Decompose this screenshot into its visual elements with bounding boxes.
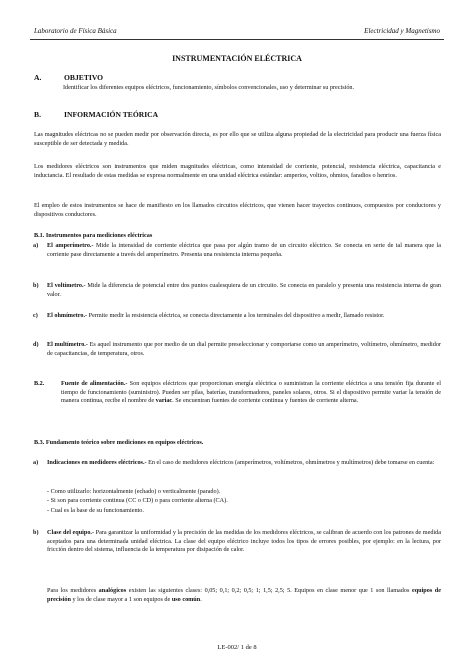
b1-item-c bbox=[33, 312, 441, 321]
theory-paragraph-2: Los medidores eléctricos son instrumentos que miden magnitudes eléctricas, como intensidad de corriente, potencial, resistencia eléctrica, capacitancia e inductancia. El resultado de estas medidas se expresa normalmente en una unidad eléctrica estándar: amperios, voltios, ohmios, faradios o henrios. bbox=[34, 163, 441, 179]
item-text: Para garantizar la uniformidad y la precisión de las medidas de los medidores eléctricos, se calibran de acuerdo con los patrones de medida aceptados para una determinada unidad eléctrica. La clase del equipo eléctrico incluye todos los tipos de errores posibles, por ejemplo: en la lectura, por fricción dentro del sistema, influencia de la temperatura por disipación de calor. bbox=[47, 529, 441, 554]
item-marker: b) bbox=[33, 529, 39, 536]
document-title: INSTRUMENTACIÓN ELÉCTRICA bbox=[172, 54, 302, 63]
b1-item-a bbox=[33, 242, 442, 259]
item-text: Es aquel instrumento que por medio de un dial permite preseleccionar y comportarse como un amperímetro, voltímetro, ohmímetro, medidor de capacitancias, de temperatura, otros. bbox=[47, 341, 441, 357]
b3-a-bullets bbox=[47, 487, 228, 515]
item-term: El amperímetro.- bbox=[47, 242, 94, 249]
section-b-letter: B. bbox=[34, 110, 41, 119]
b2-term: Fuente de alimentación.- bbox=[61, 380, 128, 387]
b3-item-b bbox=[33, 529, 441, 555]
b3-item-a bbox=[33, 459, 441, 468]
b2-text-1: Son equipos eléctricos que proporcionan energía eléctrica o suministran la corriente eléctrica a una tensión fija durante el tiempo de funcionamiento (suministro). Pueden ser pilas, baterías, transformadores, paneles solares, otros. Si el dispositivo permite variar la tensión de manera continua, recibe el nombre de bbox=[61, 380, 441, 405]
variac-term: variac bbox=[155, 397, 173, 405]
item-marker: c) bbox=[33, 312, 38, 319]
section-b-name: INFORMACIÓN TEÓRICA bbox=[64, 110, 159, 119]
list-item: - Cual es la base de su funcionamiento. bbox=[47, 506, 144, 514]
analog-term: analógicos bbox=[98, 587, 127, 594]
header-right: Electricidad y Magnetismo bbox=[364, 27, 440, 35]
b3-heading: B.3. Fundamento teórico sobre mediciones en equipos eléctricos. bbox=[34, 439, 204, 446]
b2-marker: B.2. bbox=[34, 380, 45, 387]
item-term: Indicaciones en medidores eléctricos.- bbox=[47, 459, 147, 466]
list-item: - Como utilizarlo: horizontalmente (echado) o verticalmente (parado). bbox=[47, 488, 221, 495]
item-text: En el caso de medidores eléctricos (amperímetros, voltímetros, ohmímetros y multímetros) debe tomarse en cuenta: bbox=[146, 459, 435, 466]
item-term: El ohmímetro.- bbox=[47, 312, 88, 319]
b1-item-d bbox=[33, 341, 441, 358]
class-text-3: y los de clase mayor a 1 son equipos de bbox=[70, 595, 172, 603]
item-marker: d) bbox=[33, 341, 39, 348]
header-divider bbox=[30, 39, 444, 40]
b1-item-b bbox=[33, 282, 441, 299]
section-a-letter: A. bbox=[34, 73, 42, 82]
class-text-4: . bbox=[200, 595, 202, 603]
class-paragraph bbox=[47, 587, 441, 604]
list-item: - Si son para corriente continua (CC o CD) o para corriente alterna (CA). bbox=[47, 497, 228, 505]
item-term: El multímetro.- bbox=[47, 341, 88, 348]
page-footer: LE-002/ 1 de 8 bbox=[217, 644, 257, 651]
b2-paragraph bbox=[34, 380, 441, 406]
precision-term: equipos de precisión bbox=[47, 587, 441, 603]
b2-text-2: . Se encuentran fuentes de corriente continua y fuentes de corriente alterna. bbox=[172, 397, 359, 405]
objective-text: Identificar los diferentes equipos eléctricos, funcionamiento, símbolos convencionales, uso y determinar su precisión. bbox=[63, 84, 355, 91]
common-use-term: uso común bbox=[171, 595, 201, 603]
item-text: Mide la intensidad de corriente eléctrica que pasa por algún tramo de un circuito eléctrico. Se conecta en serie de tal manera que la corriente pase directamente a través del amperímetro. Presenta una resistencia interna pequeña. bbox=[47, 242, 442, 258]
b1-heading: B.1. Instrumentos para mediciones eléctricas bbox=[34, 232, 153, 239]
item-marker: a) bbox=[33, 242, 39, 249]
item-term: El voltímetro.- bbox=[47, 282, 86, 289]
item-term: Clase del equipo.- bbox=[47, 529, 95, 536]
section-a-name: OBJETIVO bbox=[64, 73, 104, 82]
class-text-2: existen las siguientes clases: 0,05; 0,1; 0,2; 0,5; 1; 1,5; 2,5; 5. Equipos en clase menor que 1 son llamados bbox=[126, 587, 412, 594]
item-marker: a) bbox=[33, 459, 39, 466]
theory-paragraph-3: El empleo de estos instrumentos se hace de manifiesto en los llamados circuitos eléctricos, que vienen hacer trayectos continuos, compuestos por conductores y dispositivos conductores. bbox=[34, 202, 441, 218]
item-text: Permite medir la resistencia eléctrica, se conecta directamente a los terminales del dispositivo a medir, llamado resistor. bbox=[87, 312, 385, 319]
item-marker: b) bbox=[33, 282, 39, 289]
header-left: Laboratorio de Física Básica bbox=[34, 27, 117, 35]
class-text-1: Para los medidores bbox=[47, 587, 99, 594]
theory-paragraph-1: Las magnitudes eléctricas no se pueden medir por observación directa, es por ello que se utiliza alguna propiedad de la electricidad para producir una fuerza física susceptible de ser detectada y medida. bbox=[34, 131, 441, 147]
item-text: Mide la diferencia de potencial entre dos puntos cualesquiera de un circuito. Se conecta en paralelo y presenta una resistencia interna de gran valor. bbox=[47, 282, 441, 298]
